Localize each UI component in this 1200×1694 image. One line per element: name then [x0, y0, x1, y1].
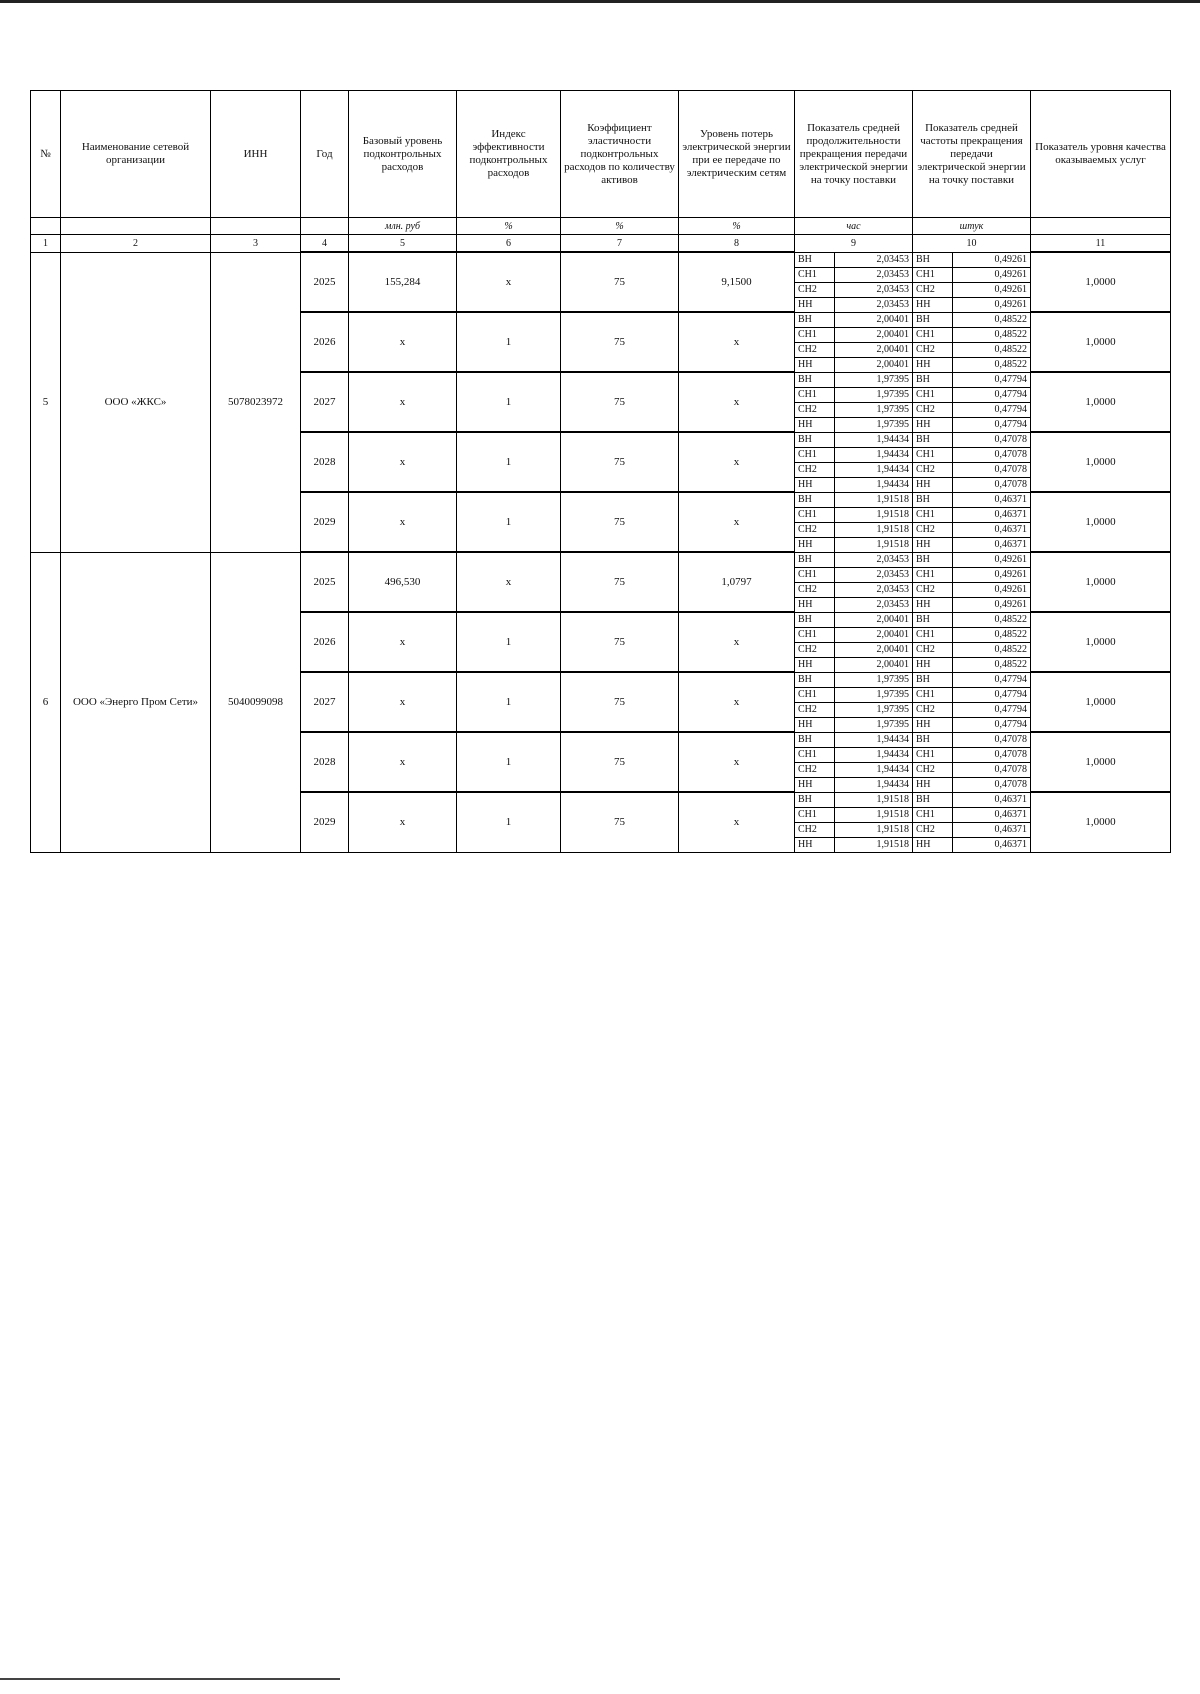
header-efficiency-index: Индекс эффективности подконтрольных расходов	[457, 91, 561, 218]
document-sheet	[30, 90, 1170, 853]
voltage-level: СН1	[795, 747, 835, 762]
frequency-value: 0,46371	[953, 507, 1031, 522]
duration-value: 1,91518	[835, 507, 913, 522]
voltage-level: НН	[913, 777, 953, 792]
elasticity-cell: 75	[561, 252, 679, 312]
voltage-level: ВН	[913, 732, 953, 747]
quality-cell: 1,0000	[1031, 372, 1171, 432]
voltage-level: ВН	[913, 432, 953, 447]
voltage-level: НН	[913, 597, 953, 612]
voltage-level: СН2	[795, 702, 835, 717]
colnum: 7	[561, 235, 679, 253]
voltage-level: НН	[795, 297, 835, 312]
voltage-level: СН2	[795, 822, 835, 837]
voltage-level: СН1	[795, 567, 835, 582]
column-numbers-row	[31, 235, 1171, 253]
duration-value: 1,97395	[835, 387, 913, 402]
frequency-value: 0,47078	[953, 447, 1031, 462]
voltage-level: СН1	[795, 807, 835, 822]
duration-value: 1,94434	[835, 777, 913, 792]
duration-value: 2,03453	[835, 582, 913, 597]
header-frequency: Показатель средней частоты прекращения передачи электрической энергии на точку поставки	[913, 91, 1031, 218]
colnum: 6	[457, 235, 561, 253]
duration-value: 1,94434	[835, 732, 913, 747]
base-level-cell: 155,284	[349, 252, 457, 312]
efficiency-index-cell: x	[457, 552, 561, 612]
voltage-level: СН2	[913, 402, 953, 417]
units-row	[31, 218, 1171, 235]
voltage-level: ВН	[795, 492, 835, 507]
header-quality: Показатель уровня качества оказываемых услуг	[1031, 91, 1171, 218]
frequency-value: 0,46371	[953, 492, 1031, 507]
voltage-level: СН1	[795, 447, 835, 462]
org-inn: 5040099098	[211, 552, 301, 852]
table-row	[31, 552, 1171, 567]
quality-cell: 1,0000	[1031, 552, 1171, 612]
org-name: ООО «Энерго Пром Сети»	[61, 552, 211, 852]
elasticity-cell: 75	[561, 672, 679, 732]
frequency-value: 0,49261	[953, 597, 1031, 612]
year-cell: 2028	[301, 732, 349, 792]
frequency-value: 0,49261	[953, 552, 1031, 567]
org-name: ООО «ЖКС»	[61, 252, 211, 552]
elasticity-cell: 75	[561, 612, 679, 672]
voltage-level: СН1	[913, 447, 953, 462]
voltage-level: ВН	[913, 552, 953, 567]
voltage-level: СН2	[913, 582, 953, 597]
duration-value: 1,94434	[835, 762, 913, 777]
frequency-value: 0,47078	[953, 432, 1031, 447]
voltage-level: НН	[795, 537, 835, 552]
frequency-value: 0,49261	[953, 297, 1031, 312]
voltage-level: СН1	[913, 327, 953, 342]
voltage-level: СН2	[913, 462, 953, 477]
frequency-value: 0,48522	[953, 327, 1031, 342]
unit-elast: %	[561, 218, 679, 235]
year-cell: 2028	[301, 432, 349, 492]
frequency-value: 0,48522	[953, 357, 1031, 372]
voltage-level: СН2	[795, 762, 835, 777]
duration-value: 1,91518	[835, 537, 913, 552]
voltage-level: СН2	[795, 642, 835, 657]
voltage-level: ВН	[795, 732, 835, 747]
losses-cell: 9,1500	[679, 252, 795, 312]
header-losses: Уровень потерь электрической энергии при ее передаче по электрическим сетям	[679, 91, 795, 218]
voltage-level: НН	[795, 717, 835, 732]
duration-value: 1,97395	[835, 717, 913, 732]
duration-value: 2,00401	[835, 642, 913, 657]
frequency-value: 0,46371	[953, 522, 1031, 537]
voltage-level: ВН	[795, 312, 835, 327]
voltage-level: ВН	[795, 792, 835, 807]
frequency-value: 0,49261	[953, 252, 1031, 267]
voltage-level: СН2	[795, 282, 835, 297]
elasticity-cell: 75	[561, 372, 679, 432]
elasticity-cell: 75	[561, 492, 679, 552]
frequency-value: 0,49261	[953, 282, 1031, 297]
efficiency-index-cell: 1	[457, 372, 561, 432]
efficiency-index-cell: 1	[457, 672, 561, 732]
frequency-value: 0,48522	[953, 642, 1031, 657]
losses-cell: x	[679, 612, 795, 672]
voltage-level: НН	[795, 837, 835, 852]
losses-cell: x	[679, 672, 795, 732]
frequency-value: 0,49261	[953, 567, 1031, 582]
duration-value: 2,00401	[835, 612, 913, 627]
efficiency-index-cell: 1	[457, 732, 561, 792]
base-level-cell: 496,530	[349, 552, 457, 612]
voltage-level: СН1	[795, 387, 835, 402]
voltage-level: ВН	[795, 612, 835, 627]
frequency-value: 0,47078	[953, 777, 1031, 792]
base-level-cell: x	[349, 432, 457, 492]
losses-cell: 1,0797	[679, 552, 795, 612]
voltage-level: СН1	[913, 267, 953, 282]
voltage-level: ВН	[795, 552, 835, 567]
duration-value: 2,03453	[835, 597, 913, 612]
voltage-level: СН1	[795, 627, 835, 642]
frequency-value: 0,47794	[953, 717, 1031, 732]
colnum: 5	[349, 235, 457, 253]
voltage-level: НН	[913, 717, 953, 732]
duration-value: 2,03453	[835, 552, 913, 567]
voltage-level: НН	[795, 597, 835, 612]
colnum: 10	[913, 235, 1031, 253]
duration-value: 2,00401	[835, 342, 913, 357]
year-cell: 2029	[301, 492, 349, 552]
elasticity-cell: 75	[561, 732, 679, 792]
losses-cell: x	[679, 432, 795, 492]
header-elasticity: Коэффициент эластичности подконтрольных расходов по количеству активов	[561, 91, 679, 218]
voltage-level: ВН	[913, 792, 953, 807]
org-inn: 5078023972	[211, 252, 301, 552]
unit-loss: %	[679, 218, 795, 235]
voltage-level: НН	[795, 417, 835, 432]
base-level-cell: x	[349, 492, 457, 552]
losses-cell: x	[679, 792, 795, 852]
elasticity-cell: 75	[561, 792, 679, 852]
voltage-level: СН2	[913, 762, 953, 777]
header-row	[31, 91, 1171, 218]
voltage-level: СН1	[795, 507, 835, 522]
quality-cell: 1,0000	[1031, 252, 1171, 312]
duration-value: 1,97395	[835, 687, 913, 702]
frequency-value: 0,47078	[953, 732, 1031, 747]
quality-cell: 1,0000	[1031, 672, 1171, 732]
duration-value: 1,97395	[835, 417, 913, 432]
frequency-value: 0,46371	[953, 807, 1031, 822]
quality-cell: 1,0000	[1031, 492, 1171, 552]
voltage-level: ВН	[913, 492, 953, 507]
frequency-value: 0,46371	[953, 822, 1031, 837]
unit-eff: %	[457, 218, 561, 235]
duration-value: 2,00401	[835, 357, 913, 372]
duration-value: 1,97395	[835, 702, 913, 717]
duration-value: 2,03453	[835, 297, 913, 312]
duration-value: 1,91518	[835, 807, 913, 822]
voltage-level: СН1	[913, 387, 953, 402]
voltage-level: СН1	[913, 747, 953, 762]
base-level-cell: x	[349, 672, 457, 732]
voltage-level: ВН	[795, 432, 835, 447]
elasticity-cell: 75	[561, 552, 679, 612]
duration-value: 1,97395	[835, 372, 913, 387]
frequency-value: 0,47078	[953, 477, 1031, 492]
quality-cell: 1,0000	[1031, 312, 1171, 372]
duration-value: 1,91518	[835, 822, 913, 837]
efficiency-index-cell: 1	[457, 432, 561, 492]
efficiency-index-cell: 1	[457, 612, 561, 672]
frequency-value: 0,49261	[953, 267, 1031, 282]
header-inn: ИНН	[211, 91, 301, 218]
duration-value: 1,91518	[835, 522, 913, 537]
frequency-value: 0,47794	[953, 672, 1031, 687]
unit-base: млн. руб	[349, 218, 457, 235]
base-level-cell: x	[349, 732, 457, 792]
voltage-level: ВН	[795, 672, 835, 687]
losses-cell: x	[679, 492, 795, 552]
frequency-value: 0,46371	[953, 537, 1031, 552]
duration-value: 1,94434	[835, 462, 913, 477]
scan-edge-bottom	[0, 1678, 340, 1680]
frequency-value: 0,47078	[953, 747, 1031, 762]
colnum: 3	[211, 235, 301, 253]
duration-value: 2,03453	[835, 282, 913, 297]
duration-value: 1,91518	[835, 837, 913, 852]
duration-value: 2,03453	[835, 267, 913, 282]
year-cell: 2029	[301, 792, 349, 852]
duration-value: 2,00401	[835, 627, 913, 642]
frequency-value: 0,47794	[953, 402, 1031, 417]
frequency-value: 0,47078	[953, 762, 1031, 777]
efficiency-index-cell: 1	[457, 312, 561, 372]
losses-cell: x	[679, 312, 795, 372]
base-level-cell: x	[349, 792, 457, 852]
losses-cell: x	[679, 372, 795, 432]
unit-duration: час	[795, 218, 913, 235]
voltage-level: ВН	[795, 252, 835, 267]
voltage-level: СН2	[913, 702, 953, 717]
voltage-level: СН2	[913, 522, 953, 537]
voltage-level: СН1	[913, 627, 953, 642]
duration-value: 1,97395	[835, 672, 913, 687]
frequency-value: 0,47794	[953, 372, 1031, 387]
frequency-value: 0,49261	[953, 582, 1031, 597]
header-base-level: Базовый уровень подконтрольных расходов	[349, 91, 457, 218]
duration-value: 1,94434	[835, 747, 913, 762]
voltage-level: НН	[913, 537, 953, 552]
voltage-level: СН1	[795, 687, 835, 702]
voltage-level: НН	[913, 657, 953, 672]
frequency-value: 0,46371	[953, 837, 1031, 852]
voltage-level: НН	[913, 417, 953, 432]
frequency-value: 0,47794	[953, 687, 1031, 702]
voltage-level: СН2	[795, 402, 835, 417]
voltage-level: НН	[913, 477, 953, 492]
org-number: 6	[31, 552, 61, 852]
voltage-level: ВН	[795, 372, 835, 387]
voltage-level: СН2	[795, 582, 835, 597]
voltage-level: НН	[913, 297, 953, 312]
frequency-value: 0,47794	[953, 417, 1031, 432]
duration-value: 2,00401	[835, 327, 913, 342]
duration-value: 1,94434	[835, 432, 913, 447]
frequency-value: 0,48522	[953, 627, 1031, 642]
org-number: 5	[31, 252, 61, 552]
colnum: 11	[1031, 235, 1171, 253]
voltage-level: НН	[795, 777, 835, 792]
frequency-value: 0,48522	[953, 342, 1031, 357]
efficiency-index-cell: 1	[457, 492, 561, 552]
voltage-level: СН1	[913, 567, 953, 582]
header-duration: Показатель средней продолжительности прекращения передачи электрической энергии на точку поставки	[795, 91, 913, 218]
colnum: 2	[61, 235, 211, 253]
year-cell: 2025	[301, 252, 349, 312]
voltage-level: ВН	[913, 312, 953, 327]
frequency-value: 0,46371	[953, 792, 1031, 807]
voltage-level: ВН	[913, 672, 953, 687]
losses-cell: x	[679, 732, 795, 792]
year-cell: 2027	[301, 372, 349, 432]
unit-frequency: штук	[913, 218, 1031, 235]
year-cell: 2025	[301, 552, 349, 612]
voltage-level: СН2	[795, 342, 835, 357]
base-level-cell: x	[349, 312, 457, 372]
scan-edge-top	[0, 0, 1200, 3]
frequency-value: 0,47078	[953, 462, 1031, 477]
voltage-level: СН1	[795, 327, 835, 342]
duration-value: 2,00401	[835, 657, 913, 672]
voltage-level: СН2	[795, 522, 835, 537]
base-level-cell: x	[349, 612, 457, 672]
table-row	[31, 252, 1171, 267]
base-level-cell: x	[349, 372, 457, 432]
duration-value: 1,91518	[835, 492, 913, 507]
frequency-value: 0,48522	[953, 657, 1031, 672]
year-cell: 2026	[301, 612, 349, 672]
duration-value: 1,94434	[835, 477, 913, 492]
quality-cell: 1,0000	[1031, 612, 1171, 672]
table-header	[31, 91, 1171, 253]
table-body	[31, 252, 1171, 852]
voltage-level: СН2	[913, 642, 953, 657]
voltage-level: СН2	[795, 462, 835, 477]
voltage-level: НН	[795, 657, 835, 672]
voltage-level: СН2	[913, 282, 953, 297]
voltage-level: СН1	[795, 267, 835, 282]
voltage-level: СН2	[913, 822, 953, 837]
colnum: 4	[301, 235, 349, 253]
voltage-level: СН2	[913, 342, 953, 357]
duration-value: 1,91518	[835, 792, 913, 807]
efficiency-index-cell: 1	[457, 792, 561, 852]
colnum: 8	[679, 235, 795, 253]
header-year: Год	[301, 91, 349, 218]
voltage-level: СН1	[913, 807, 953, 822]
duration-value: 2,00401	[835, 312, 913, 327]
quality-cell: 1,0000	[1031, 792, 1171, 852]
frequency-value: 0,48522	[953, 312, 1031, 327]
duration-value: 1,97395	[835, 402, 913, 417]
year-cell: 2026	[301, 312, 349, 372]
quality-cell: 1,0000	[1031, 732, 1171, 792]
voltage-level: НН	[913, 837, 953, 852]
voltage-level: СН1	[913, 507, 953, 522]
voltage-level: СН1	[913, 687, 953, 702]
duration-value: 2,03453	[835, 567, 913, 582]
voltage-level: ВН	[913, 372, 953, 387]
voltage-level: НН	[795, 477, 835, 492]
header-num: №	[31, 91, 61, 218]
year-cell: 2027	[301, 672, 349, 732]
duration-value: 2,03453	[835, 252, 913, 267]
duration-value: 1,94434	[835, 447, 913, 462]
efficiency-index-cell: x	[457, 252, 561, 312]
quality-cell: 1,0000	[1031, 432, 1171, 492]
voltage-level: ВН	[913, 612, 953, 627]
elasticity-cell: 75	[561, 432, 679, 492]
frequency-value: 0,47794	[953, 702, 1031, 717]
colnum: 1	[31, 235, 61, 253]
voltage-level: НН	[795, 357, 835, 372]
tariff-parameters-table	[30, 90, 1171, 853]
elasticity-cell: 75	[561, 312, 679, 372]
frequency-value: 0,48522	[953, 612, 1031, 627]
colnum: 9	[795, 235, 913, 253]
header-org-name: Наименование сетевой организации	[61, 91, 211, 218]
voltage-level: ВН	[913, 252, 953, 267]
voltage-level: НН	[913, 357, 953, 372]
frequency-value: 0,47794	[953, 387, 1031, 402]
